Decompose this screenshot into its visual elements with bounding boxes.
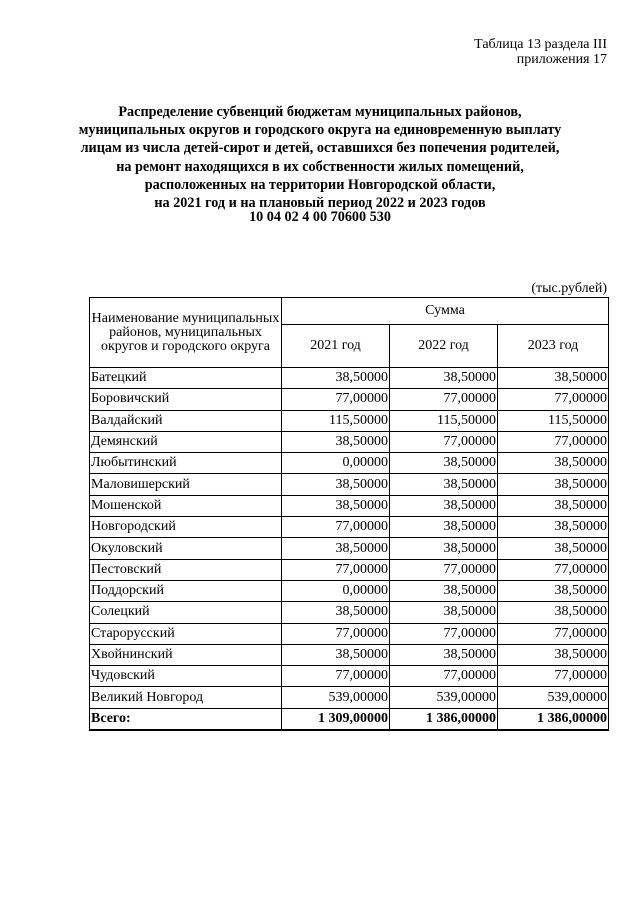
value-2023: 77,00000 <box>498 559 609 580</box>
value-2021: 38,50000 <box>282 431 390 452</box>
table-row <box>90 368 609 389</box>
table-row <box>90 623 609 644</box>
value-2023: 38,50000 <box>498 495 609 516</box>
total-2023: 1 386,00000 <box>498 708 609 730</box>
value-2021: 38,50000 <box>282 368 390 389</box>
value-2023: 77,00000 <box>498 431 609 452</box>
municipality-name: Новгородский <box>90 517 282 538</box>
column-header-2023: 2023 год <box>498 325 609 368</box>
table-row <box>90 495 609 516</box>
municipality-name: Чудовский <box>90 666 282 687</box>
document-title <box>60 103 580 212</box>
value-2022: 77,00000 <box>390 431 498 452</box>
appendix-table-line: Таблица 13 раздела III <box>474 37 607 52</box>
title-line: Распределение субвенций бюджетам муниципальных районов, <box>118 104 522 120</box>
value-2023: 77,00000 <box>498 389 609 410</box>
value-2022: 77,00000 <box>390 666 498 687</box>
municipality-name: Валдайский <box>90 410 282 431</box>
value-2022: 38,50000 <box>390 474 498 495</box>
title-line: расположенных на территории Новгородской области, <box>144 176 496 193</box>
value-2023: 38,50000 <box>498 644 609 665</box>
municipality-name: Батецкий <box>90 368 282 389</box>
municipality-name: Пестовский <box>90 559 282 580</box>
table-row <box>90 602 609 623</box>
value-2023: 38,50000 <box>498 602 609 623</box>
table-row <box>90 474 609 495</box>
value-2021: 38,50000 <box>282 495 390 516</box>
value-2022: 38,50000 <box>390 538 498 559</box>
municipality-name: Великий Новгород <box>90 687 282 708</box>
appendix-reference <box>474 37 607 67</box>
value-2022: 38,50000 <box>390 495 498 516</box>
title-line: лицам из числа детей-сирот и детей, оставшихся без попечения родителей, <box>80 140 560 157</box>
appendix-attachment-line: приложения 17 <box>516 52 607 67</box>
subventions-table <box>89 297 609 731</box>
value-2021: 77,00000 <box>282 517 390 538</box>
value-2022: 38,50000 <box>390 453 498 474</box>
municipality-name: Окуловский <box>90 538 282 559</box>
table-row <box>90 517 609 538</box>
municipality-name: Боровичский <box>90 389 282 410</box>
municipality-name: Старорусский <box>90 623 282 644</box>
value-2022: 38,50000 <box>390 580 498 601</box>
table-row <box>90 410 609 431</box>
column-header-sum: Сумма <box>282 298 609 325</box>
value-2023: 539,00000 <box>498 687 609 708</box>
value-2022: 38,50000 <box>390 368 498 389</box>
value-2023: 77,00000 <box>498 666 609 687</box>
title-line: на ремонт находящихся в их собственности жилых помещений, <box>116 158 524 175</box>
table-row <box>90 559 609 580</box>
municipality-name: Мошенской <box>90 495 282 516</box>
value-2022: 38,50000 <box>390 644 498 665</box>
value-2023: 38,50000 <box>498 517 609 538</box>
value-2023: 38,50000 <box>498 538 609 559</box>
column-header-2021: 2021 год <box>282 325 390 368</box>
title-line: на 2021 год и на плановый период 2022 и 2023 годов <box>154 195 486 212</box>
table-row <box>90 580 609 601</box>
table-row <box>90 538 609 559</box>
value-2022: 77,00000 <box>390 623 498 644</box>
value-2021: 77,00000 <box>282 623 390 644</box>
value-2022: 38,50000 <box>390 602 498 623</box>
value-2021: 38,50000 <box>282 538 390 559</box>
value-2023: 77,00000 <box>498 623 609 644</box>
value-2023: 38,50000 <box>498 453 609 474</box>
value-2022: 115,50000 <box>390 410 498 431</box>
column-header-name: Наименование муниципальных районов, муниципальных округов и городского округа <box>90 298 282 368</box>
total-2022: 1 386,00000 <box>390 708 498 730</box>
value-2023: 38,50000 <box>498 580 609 601</box>
table-total-row <box>90 708 609 730</box>
value-2021: 0,00000 <box>282 453 390 474</box>
title-line: муниципальных округов и городского округа на единовременную выплату <box>78 122 562 139</box>
municipality-name: Демянский <box>90 431 282 452</box>
municipality-name: Хвойнинский <box>90 644 282 665</box>
table-row <box>90 644 609 665</box>
value-2021: 77,00000 <box>282 666 390 687</box>
value-2023: 38,50000 <box>498 474 609 495</box>
municipality-name: Солецкий <box>90 602 282 623</box>
table-row <box>90 431 609 452</box>
value-2023: 38,50000 <box>498 368 609 389</box>
column-header-2022: 2022 год <box>390 325 498 368</box>
table-row <box>90 389 609 410</box>
budget-classification-code: 10 04 02 4 00 70600 530 <box>249 209 391 225</box>
total-label: Всего: <box>90 708 282 730</box>
table-row <box>90 687 609 708</box>
value-2022: 539,00000 <box>390 687 498 708</box>
units-label: (тыс.рублей) <box>531 281 607 296</box>
municipality-name: Любытинский <box>90 453 282 474</box>
value-2022: 77,00000 <box>390 389 498 410</box>
value-2021: 38,50000 <box>282 644 390 665</box>
municipality-name: Маловишерский <box>90 474 282 495</box>
value-2021: 77,00000 <box>282 559 390 580</box>
total-2021: 1 309,00000 <box>282 708 390 730</box>
value-2021: 38,50000 <box>282 602 390 623</box>
table-row <box>90 453 609 474</box>
value-2021: 38,50000 <box>282 474 390 495</box>
value-2023: 115,50000 <box>498 410 609 431</box>
value-2021: 539,00000 <box>282 687 390 708</box>
value-2022: 38,50000 <box>390 517 498 538</box>
table-row <box>90 666 609 687</box>
value-2021: 77,00000 <box>282 389 390 410</box>
value-2021: 115,50000 <box>282 410 390 431</box>
value-2022: 77,00000 <box>390 559 498 580</box>
municipality-name: Поддорский <box>90 580 282 601</box>
value-2021: 0,00000 <box>282 580 390 601</box>
